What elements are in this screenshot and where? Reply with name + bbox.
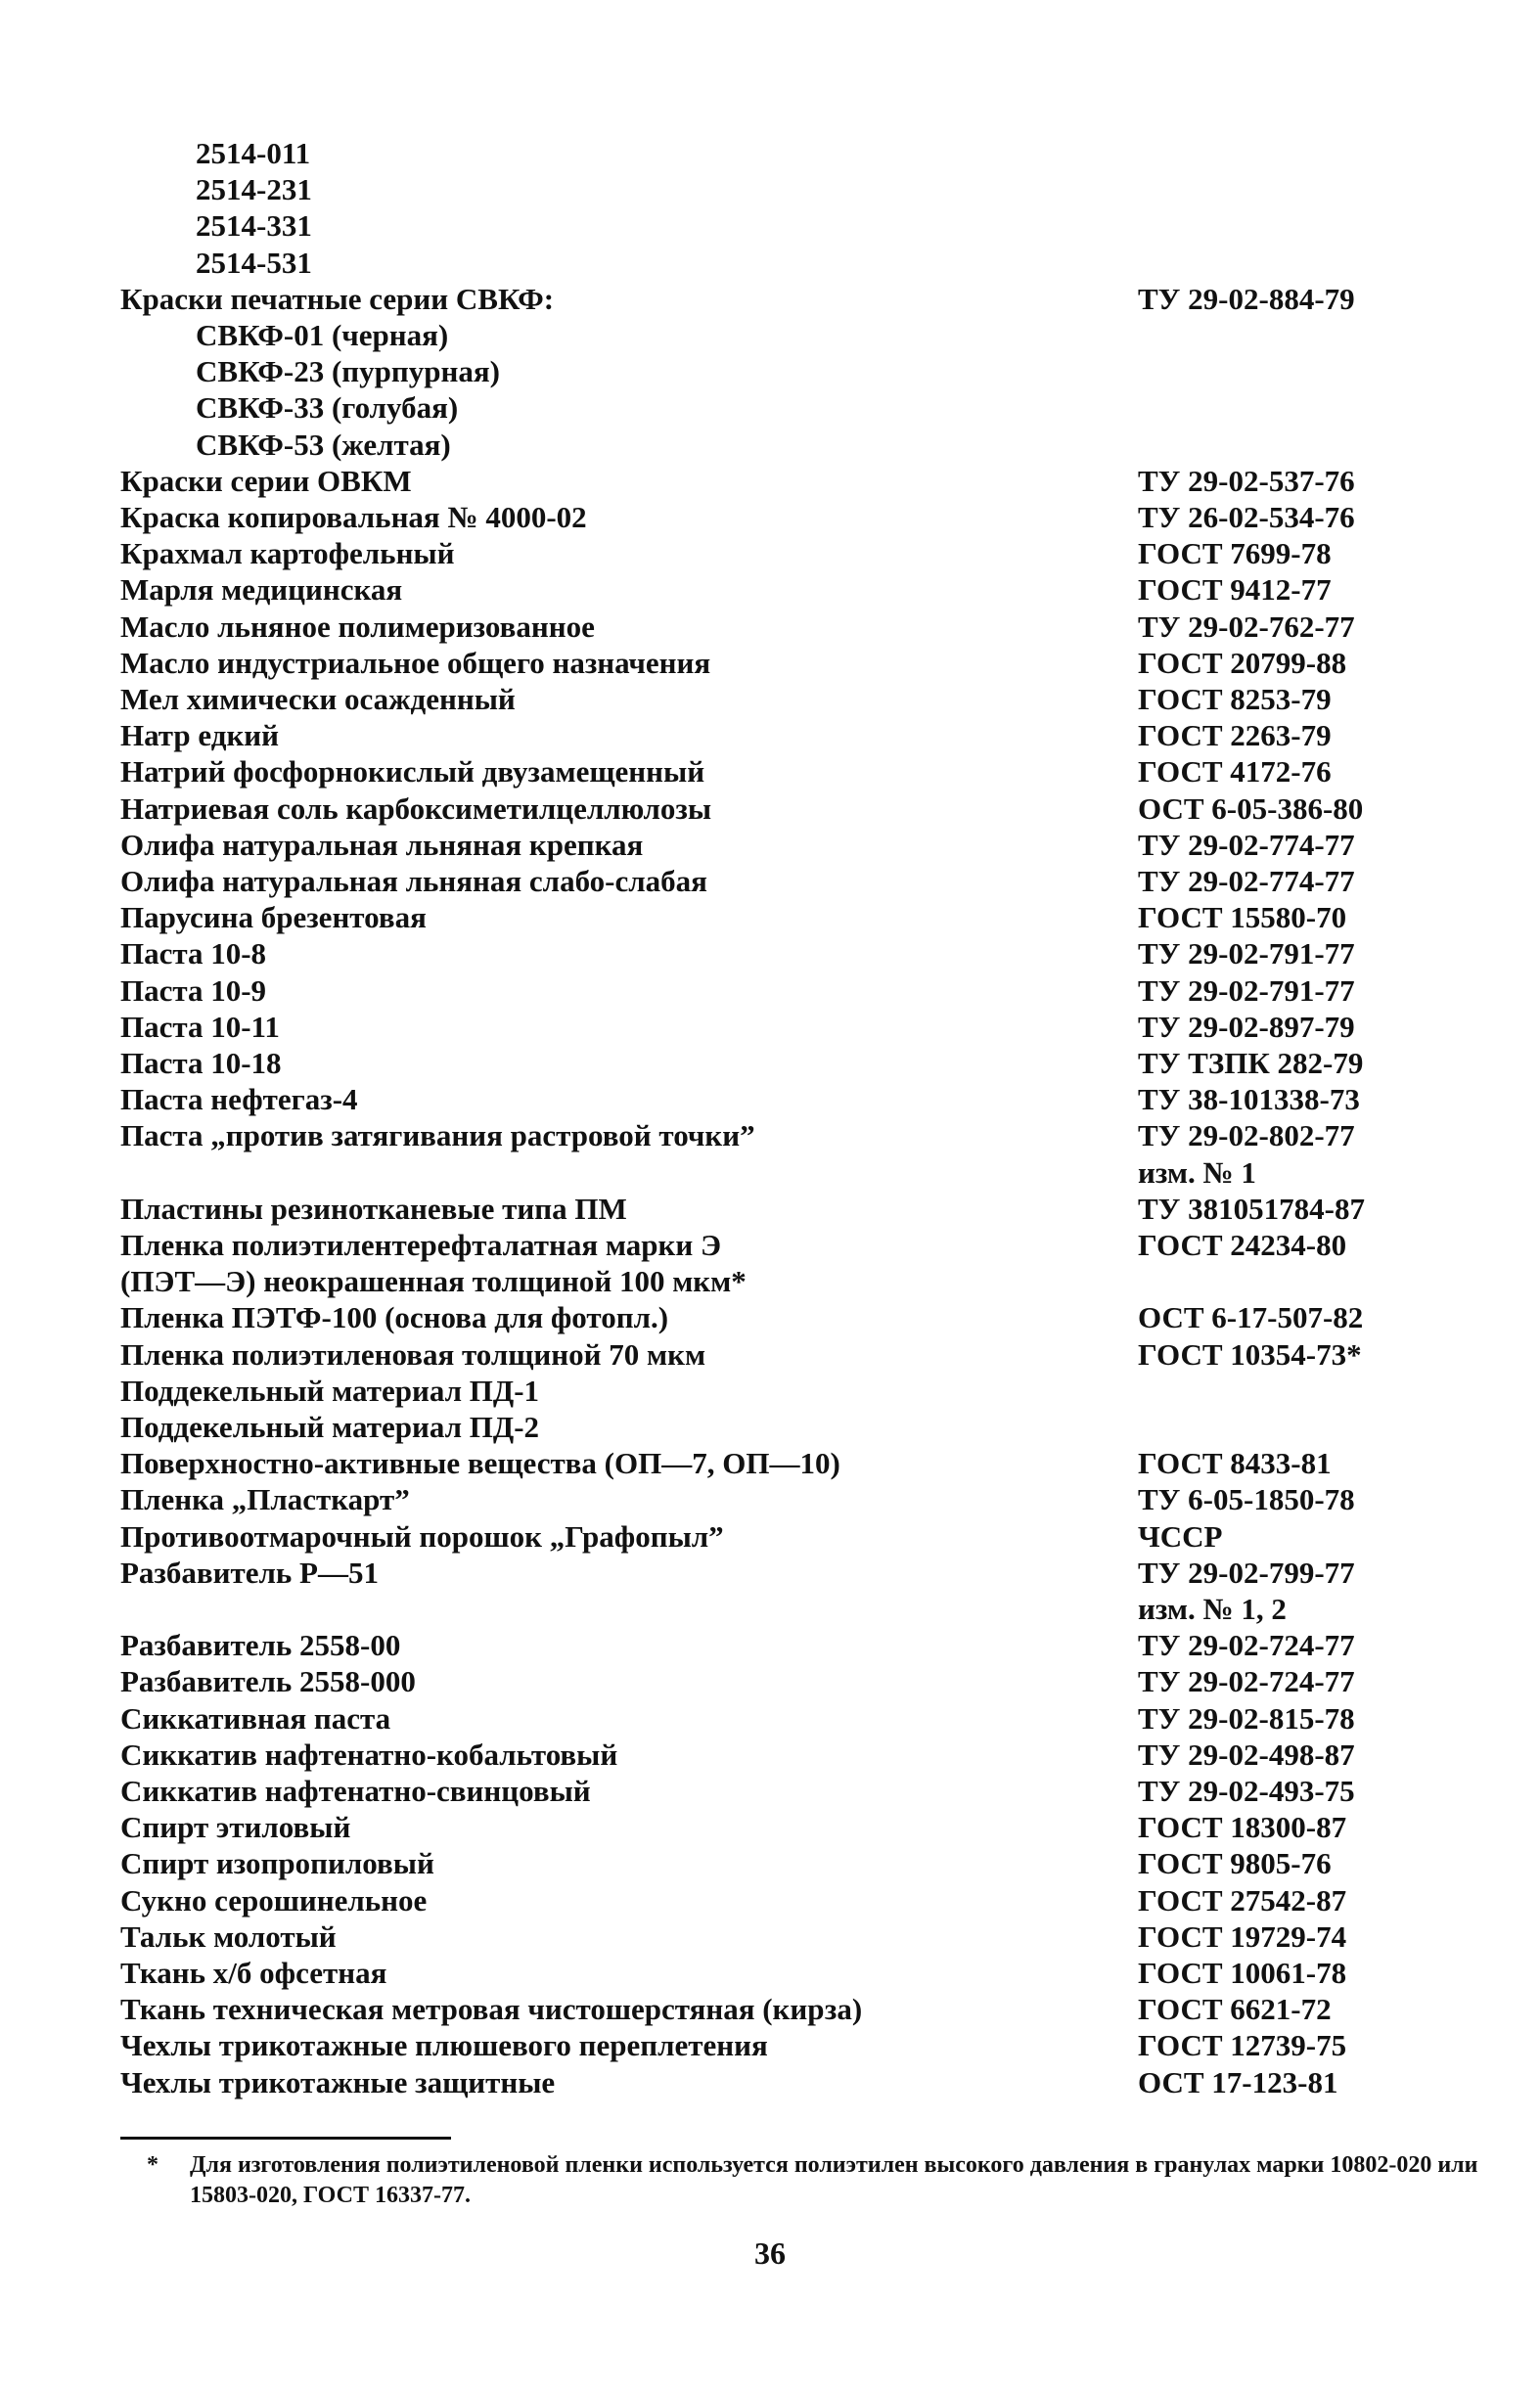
standard-reference: ТУ 29-02-724-77 bbox=[1138, 1628, 1355, 1662]
standard-reference: ТУ 29-02-774-77 bbox=[1138, 864, 1355, 898]
material-name: Паста 10-18 bbox=[120, 1046, 282, 1080]
list-row bbox=[0, 863, 1540, 899]
standard-reference: ТУ 29-02-791-77 bbox=[1138, 936, 1355, 970]
standard-reference: ТУ 29-02-884-79 bbox=[1138, 282, 1355, 316]
material-name: Паста нефтегаз-4 bbox=[120, 1082, 358, 1116]
material-name: 2514-331 bbox=[196, 208, 312, 243]
material-name: Ткань х/б офсетная bbox=[120, 1956, 387, 1990]
material-name: СВКФ-33 (голубая) bbox=[196, 390, 459, 425]
standard-reference: ТУ 29-02-537-76 bbox=[1138, 464, 1355, 498]
standard-reference: ГОСТ 8433-81 bbox=[1138, 1446, 1332, 1480]
material-name: Олифа натуральная льняная слабо-слабая bbox=[120, 864, 707, 898]
list-row bbox=[0, 1409, 1540, 1445]
list-row bbox=[0, 827, 1540, 863]
list-row bbox=[0, 609, 1540, 645]
list-row bbox=[0, 463, 1540, 499]
material-name: Спирт этиловый bbox=[120, 1810, 351, 1844]
material-name: Пленка ПЭТФ-100 (основа для фотопл.) bbox=[120, 1300, 669, 1334]
material-name: Краски печатные серии СВКФ: bbox=[120, 282, 555, 316]
standard-reference: ГОСТ 7699-78 bbox=[1138, 536, 1332, 570]
material-name: Поддекельный материал ПД-2 bbox=[120, 1410, 540, 1444]
standard-reference: ГОСТ 9412-77 bbox=[1138, 572, 1332, 607]
list-row bbox=[0, 535, 1540, 571]
footnote bbox=[147, 2150, 1497, 2211]
list-row bbox=[0, 281, 1540, 317]
list-row bbox=[0, 427, 1540, 463]
material-name: 2514-531 bbox=[196, 246, 312, 280]
standard-reference: ГОСТ 24234-80 bbox=[1138, 1228, 1347, 1262]
material-name: Мел химически осажденный bbox=[120, 682, 516, 716]
material-name: Чехлы трикотажные защитные bbox=[120, 2065, 556, 2099]
list-row bbox=[0, 790, 1540, 827]
list-row bbox=[0, 753, 1540, 790]
material-name: Натр едкий bbox=[120, 718, 280, 752]
standard-reference: ГОСТ 2263-79 bbox=[1138, 718, 1332, 752]
material-name: 2514-231 bbox=[196, 172, 312, 206]
list-row bbox=[0, 1773, 1540, 1809]
standard-reference: ТУ 29-02-774-77 bbox=[1138, 828, 1355, 862]
list-row bbox=[0, 499, 1540, 535]
material-name: Чехлы трикотажные плюшевого переплетения bbox=[120, 2028, 768, 2062]
standard-reference: ТУ 29-02-897-79 bbox=[1138, 1010, 1355, 1044]
material-name: Пленка „Пласткарт” bbox=[120, 1482, 410, 1516]
list-row bbox=[0, 1555, 1540, 1591]
material-name: СВКФ-53 (желтая) bbox=[196, 428, 451, 462]
list-row bbox=[0, 1299, 1540, 1335]
list-row bbox=[0, 1154, 1540, 1191]
list-row bbox=[0, 571, 1540, 608]
list-row bbox=[0, 2027, 1540, 2063]
footnote-mark: * bbox=[147, 2152, 159, 2178]
standard-reference: изм. № 1 bbox=[1138, 1155, 1256, 1190]
material-name: 2514-011 bbox=[196, 136, 311, 170]
material-name: Противоотмарочный порошок „Графопыл” bbox=[120, 1519, 724, 1554]
material-name: Марля медицинская bbox=[120, 572, 403, 607]
list-row bbox=[0, 1373, 1540, 1409]
standard-reference: ГОСТ 10061-78 bbox=[1138, 1956, 1347, 1990]
material-name: Пленка полиэтиленовая толщиной 70 мкм bbox=[120, 1337, 706, 1372]
standard-reference: ТУ 29-02-724-77 bbox=[1138, 1664, 1355, 1698]
material-name: Спирт изопропиловый bbox=[120, 1846, 434, 1880]
material-name: Краски серии ОВКМ bbox=[120, 464, 412, 498]
list-row bbox=[0, 2064, 1540, 2100]
standard-reference: ГОСТ 8253-79 bbox=[1138, 682, 1332, 716]
list-row bbox=[0, 1663, 1540, 1699]
material-name: Разбавитель Р—51 bbox=[120, 1556, 379, 1590]
material-name: Сукно серошинельное bbox=[120, 1883, 428, 1918]
list-row bbox=[0, 972, 1540, 1009]
material-name: Краска копировальная № 4000-02 bbox=[120, 500, 587, 534]
list-row bbox=[0, 1009, 1540, 1045]
standard-reference: ТУ ТЗПК 282-79 bbox=[1138, 1046, 1364, 1080]
footnote-separator bbox=[120, 2137, 451, 2140]
standard-reference: ГОСТ 6621-72 bbox=[1138, 1992, 1332, 2026]
material-name: (ПЭТ—Э) неокрашенная толщиной 100 мкм* bbox=[120, 1264, 747, 1298]
standard-reference: ОСТ 6-05-386-80 bbox=[1138, 791, 1364, 826]
standard-reference: ГОСТ 15580-70 bbox=[1138, 900, 1347, 934]
list-row bbox=[0, 389, 1540, 426]
list-row bbox=[0, 1809, 1540, 1845]
standard-reference: ОСТ 6-17-507-82 bbox=[1138, 1300, 1364, 1334]
standard-reference: ТУ 29-02-762-77 bbox=[1138, 609, 1355, 644]
material-name: СВКФ-01 (черная) bbox=[196, 318, 449, 352]
material-name: СВКФ-23 (пурпурная) bbox=[196, 354, 500, 388]
material-name: Пленка полиэтилентерефталатная марки Э bbox=[120, 1228, 722, 1262]
standard-reference: ГОСТ 20799-88 bbox=[1138, 646, 1347, 680]
list-row bbox=[0, 1191, 1540, 1227]
material-name: Масло льняное полимеризованное bbox=[120, 609, 595, 644]
list-row bbox=[0, 717, 1540, 753]
list-row bbox=[0, 1591, 1540, 1627]
material-name: Разбавитель 2558-00 bbox=[120, 1628, 401, 1662]
standard-reference: ГОСТ 12739-75 bbox=[1138, 2028, 1347, 2062]
standard-reference: ТУ 29-02-493-75 bbox=[1138, 1774, 1355, 1808]
material-name: Поверхностно-активные вещества (ОП—7, ОП—10) bbox=[120, 1446, 840, 1480]
standard-reference: ГОСТ 10354-73* bbox=[1138, 1337, 1362, 1372]
material-name: Поддекельный материал ПД-1 bbox=[120, 1374, 540, 1408]
list-row bbox=[0, 935, 1540, 971]
standard-reference: ГОСТ 18300-87 bbox=[1138, 1810, 1347, 1844]
list-row bbox=[0, 681, 1540, 717]
material-name: Натриевая соль карбоксиметилцеллюлозы bbox=[120, 791, 712, 826]
standard-reference: ТУ 38-101338-73 bbox=[1138, 1082, 1360, 1116]
list-row bbox=[0, 135, 1540, 171]
footnote-text: Для изготовления полиэтиленовой пленки используется полиэтилен высокого давления в гранулах марки 10802-020 или 15803-020, ГОСТ 16337-77. bbox=[190, 2152, 1478, 2208]
standard-reference: ГОСТ 27542-87 bbox=[1138, 1883, 1347, 1918]
standard-reference: ЧССР bbox=[1138, 1519, 1223, 1554]
material-name: Парусина брезентовая bbox=[120, 900, 427, 934]
standard-reference: ТУ 29-02-498-87 bbox=[1138, 1738, 1355, 1772]
standard-reference: ГОСТ 19729-74 bbox=[1138, 1919, 1347, 1954]
list-row bbox=[0, 1227, 1540, 1263]
standard-reference: ГОСТ 9805-76 bbox=[1138, 1846, 1332, 1880]
list-row bbox=[0, 171, 1540, 207]
standard-reference: ОСТ 17-123-81 bbox=[1138, 2065, 1338, 2099]
material-name: Сиккатив нафтенатно-свинцовый bbox=[120, 1774, 591, 1808]
material-name: Масло индустриальное общего назначения bbox=[120, 646, 711, 680]
standard-reference: ТУ 29-02-791-77 bbox=[1138, 973, 1355, 1008]
list-row bbox=[0, 317, 1540, 353]
list-row bbox=[0, 1481, 1540, 1517]
list-row bbox=[0, 1117, 1540, 1153]
list-row bbox=[0, 207, 1540, 244]
material-name: Тальк молотый bbox=[120, 1919, 337, 1954]
list-row bbox=[0, 1918, 1540, 1955]
list-row bbox=[0, 1845, 1540, 1881]
list-row bbox=[0, 1882, 1540, 1918]
list-row bbox=[0, 1700, 1540, 1737]
list-row bbox=[0, 1081, 1540, 1117]
list-row bbox=[0, 1627, 1540, 1663]
material-name: Сиккативная паста bbox=[120, 1701, 391, 1736]
material-name: Натрий фосфорнокислый двузамещенный bbox=[120, 754, 705, 789]
material-name: Пластины резинотканевые типа ПМ bbox=[120, 1192, 627, 1226]
material-name: Паста 10-11 bbox=[120, 1010, 280, 1044]
material-name: Паста „против затягивания растровой точки” bbox=[120, 1118, 755, 1152]
standard-reference: ТУ 29-02-799-77 bbox=[1138, 1556, 1355, 1590]
list-row bbox=[0, 245, 1540, 281]
list-row bbox=[0, 1955, 1540, 1991]
standard-reference: ГОСТ 4172-76 bbox=[1138, 754, 1332, 789]
standard-reference: ТУ 29-02-802-77 bbox=[1138, 1118, 1355, 1152]
material-name: Олифа натуральная льняная крепкая bbox=[120, 828, 644, 862]
list-row bbox=[0, 899, 1540, 935]
material-name: Ткань техническая метровая чистошерстяная (кирза) bbox=[120, 1992, 863, 2026]
standard-reference: ТУ 26-02-534-76 bbox=[1138, 500, 1355, 534]
page-number: 36 bbox=[754, 2235, 786, 2271]
standard-reference: ТУ 29-02-815-78 bbox=[1138, 1701, 1355, 1736]
material-name: Крахмал картофельный bbox=[120, 536, 455, 570]
list-row bbox=[0, 1518, 1540, 1555]
standard-reference: ТУ 6-05-1850-78 bbox=[1138, 1482, 1355, 1516]
material-name: Паста 10-9 bbox=[120, 973, 267, 1008]
list-row bbox=[0, 1737, 1540, 1773]
standard-reference: ТУ 381051784-87 bbox=[1138, 1192, 1366, 1226]
list-row bbox=[0, 1445, 1540, 1481]
standard-reference: изм. № 1, 2 bbox=[1138, 1592, 1287, 1626]
list-row bbox=[0, 1336, 1540, 1373]
list-row bbox=[0, 645, 1540, 681]
material-name: Паста 10-8 bbox=[120, 936, 267, 970]
list-row bbox=[0, 1991, 1540, 2027]
list-row bbox=[0, 353, 1540, 389]
material-name: Разбавитель 2558-000 bbox=[120, 1664, 416, 1698]
list-row bbox=[0, 1045, 1540, 1081]
list-row bbox=[0, 1263, 1540, 1299]
material-name: Сиккатив нафтенатно-кобальтовый bbox=[120, 1738, 618, 1772]
